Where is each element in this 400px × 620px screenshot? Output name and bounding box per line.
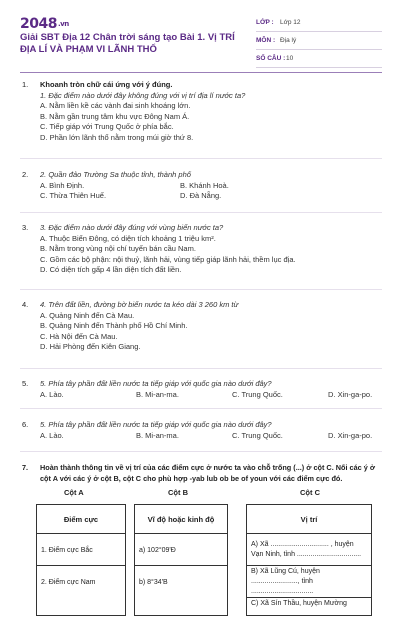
question-stem: 5. Phía tây phần đất liền nước ta tiếp giáp với quốc gia nào dưới đây?: [40, 379, 272, 388]
option-d: D. Có diện tích gấp 4 lần diện tích đất liền.: [40, 265, 182, 275]
option-c: C. Trung Quốc.: [232, 389, 283, 399]
option-d: D. Xin-ga-po.: [328, 389, 373, 399]
option-d: D. Đà Nẵng.: [180, 191, 222, 201]
question-3: [22, 223, 382, 276]
divider: [20, 368, 382, 369]
meta-row-class: [256, 14, 382, 32]
column-c-header: Vị trí: [300, 514, 318, 524]
question-number: 1.: [22, 80, 29, 89]
option-b: B. Quảng Ninh đến Thành phố Hồ Chí Minh.: [40, 321, 188, 331]
meta-value: 10: [286, 55, 294, 62]
question-2: [22, 170, 382, 202]
question-number: 7.: [22, 463, 29, 472]
question-7: [22, 463, 382, 484]
question-number: 2.: [22, 170, 29, 179]
option-a: A. Thuộc Biển Đông, có diện tích khoảng 1 triệu km².: [40, 233, 216, 243]
option-a: A. Nằm liền kề các vành đai sinh khoáng lớn.: [40, 101, 191, 110]
question-stem: 2. Quần đảo Trường Sa thuộc tỉnh, thành phố: [40, 170, 191, 179]
meta-row-count: [256, 50, 382, 68]
option-c: C. Thừa Thiên Huế.: [40, 191, 107, 201]
option-d: D. Phần lớn lãnh thổ nằm trong múi giờ thứ 8.: [40, 132, 194, 142]
column-c-row-2: B) Xã Lũng Cú, huyện ........................, tỉnh ................................: [247, 565, 371, 598]
meta-key: LỚP :: [256, 19, 274, 26]
question-4: [22, 300, 382, 353]
column-c-label: Cột C: [300, 488, 320, 497]
column-c-row-1: A) Xã .............................. , huyện Vạn Ninh, tỉnh .................................: [247, 533, 371, 566]
option-b: B. Nằm trong vùng nội chí tuyến bán cầu Nam.: [40, 244, 196, 254]
option-c: C. Tiếp giáp với Trung Quốc ở phía bắc.: [40, 122, 174, 132]
option-a: A. Bình Định.: [40, 180, 85, 190]
divider: [20, 289, 382, 290]
column-a-row-2: 2. Điểm cực Nam: [37, 565, 125, 598]
question-7-text: Hoàn thành thông tin về vị trí của các điểm cực ở nước ta vào chỗ trống (...) ở cột C. Nối các ý ở cột A với các ý ở cột B, cột C cho phù hợp -yab lub ob be of youn với các điểm cực đó.: [40, 463, 376, 483]
column-b-header: Vĩ độ hoặc kinh độ: [147, 514, 215, 524]
header-divider: [20, 72, 382, 73]
question-title: Khoanh tròn chữ cái ứng với ý đúng.: [40, 80, 173, 89]
meta-value: Địa lý: [280, 37, 297, 44]
question-stem: 4. Trên đất liền, đường bờ biển nước ta kéo dài 3 260 km từ: [40, 300, 239, 309]
column-c-row-3: C) Xã Sín Thầu, huyện Mường: [247, 597, 371, 620]
divider: [20, 158, 382, 159]
question-stem: 1. Đặc điểm nào dưới đây không đúng với vị trí địa lí nước ta?: [40, 90, 246, 100]
question-stem: 3. Đặc điểm nào dưới đây đúng với vùng biển nước ta?: [40, 223, 224, 232]
meta-row-subject: [256, 32, 382, 50]
column-b-table: [134, 504, 228, 616]
question-stem: 5. Phía tây phần đất liền nước ta tiếp giáp với quốc gia nào dưới đây?: [40, 420, 272, 429]
question-number: 6.: [22, 420, 29, 429]
option-d: D. Hải Phòng đến Kiên Giang.: [40, 342, 141, 352]
option-d: D. Xin-ga-po.: [328, 430, 373, 440]
divider: [20, 212, 382, 213]
column-b-row-1: a) 102°09'Đ: [135, 533, 227, 566]
option-c: C. Trung Quốc.: [232, 430, 283, 440]
meta-table: [256, 14, 382, 68]
meta-value: Lớp 12: [280, 19, 301, 26]
question-number: 5.: [22, 379, 29, 388]
divider: [20, 408, 382, 409]
option-a: A. Lào.: [40, 389, 64, 399]
option-b: B. Mi-an-ma.: [136, 430, 179, 440]
meta-key: MÔN :: [256, 37, 276, 44]
site-logo[interactable]: 2048.vn: [20, 16, 69, 32]
question-5: [22, 379, 382, 400]
question-number: 3.: [22, 223, 29, 232]
option-b: B. Khánh Hoà.: [180, 180, 229, 190]
question-1: [22, 80, 382, 143]
question-number: 4.: [22, 300, 29, 309]
option-b: B. Nằm gần trung tâm khu vực Đông Nam Á.: [40, 111, 190, 121]
page-title: Giải SBT Địa 12 Chân trời sáng tạo Bài 1. Vị TRÍ ĐỊA LÍ VÀ PHẠM VI LÃNH THỔ: [20, 32, 235, 55]
column-b-row-2: b) 8°34'B: [135, 565, 227, 598]
column-a-row-1: 1. Điểm cực Bắc: [37, 533, 125, 566]
column-a-header: Điểm cực: [63, 514, 99, 524]
column-a-label: Cột A: [64, 488, 84, 497]
option-c: C. Hà Nội đến Cà Mau.: [40, 331, 118, 341]
option-c: C. Gồm các bộ phận: nội thuỷ, lãnh hải, vùng tiếp giáp lãnh hải, thềm lục địa.: [40, 254, 296, 264]
meta-key: SỐ CÂU :: [256, 55, 286, 62]
column-c-table: [246, 504, 372, 616]
column-b-label: Cột B: [168, 488, 188, 497]
column-a-table: [36, 504, 126, 616]
option-b: B. Mi-an-ma.: [136, 389, 179, 399]
question-6: [22, 420, 382, 441]
divider: [20, 451, 382, 452]
option-a: A. Quảng Ninh đến Cà Mau.: [40, 310, 135, 320]
option-a: A. Lào.: [40, 430, 64, 440]
